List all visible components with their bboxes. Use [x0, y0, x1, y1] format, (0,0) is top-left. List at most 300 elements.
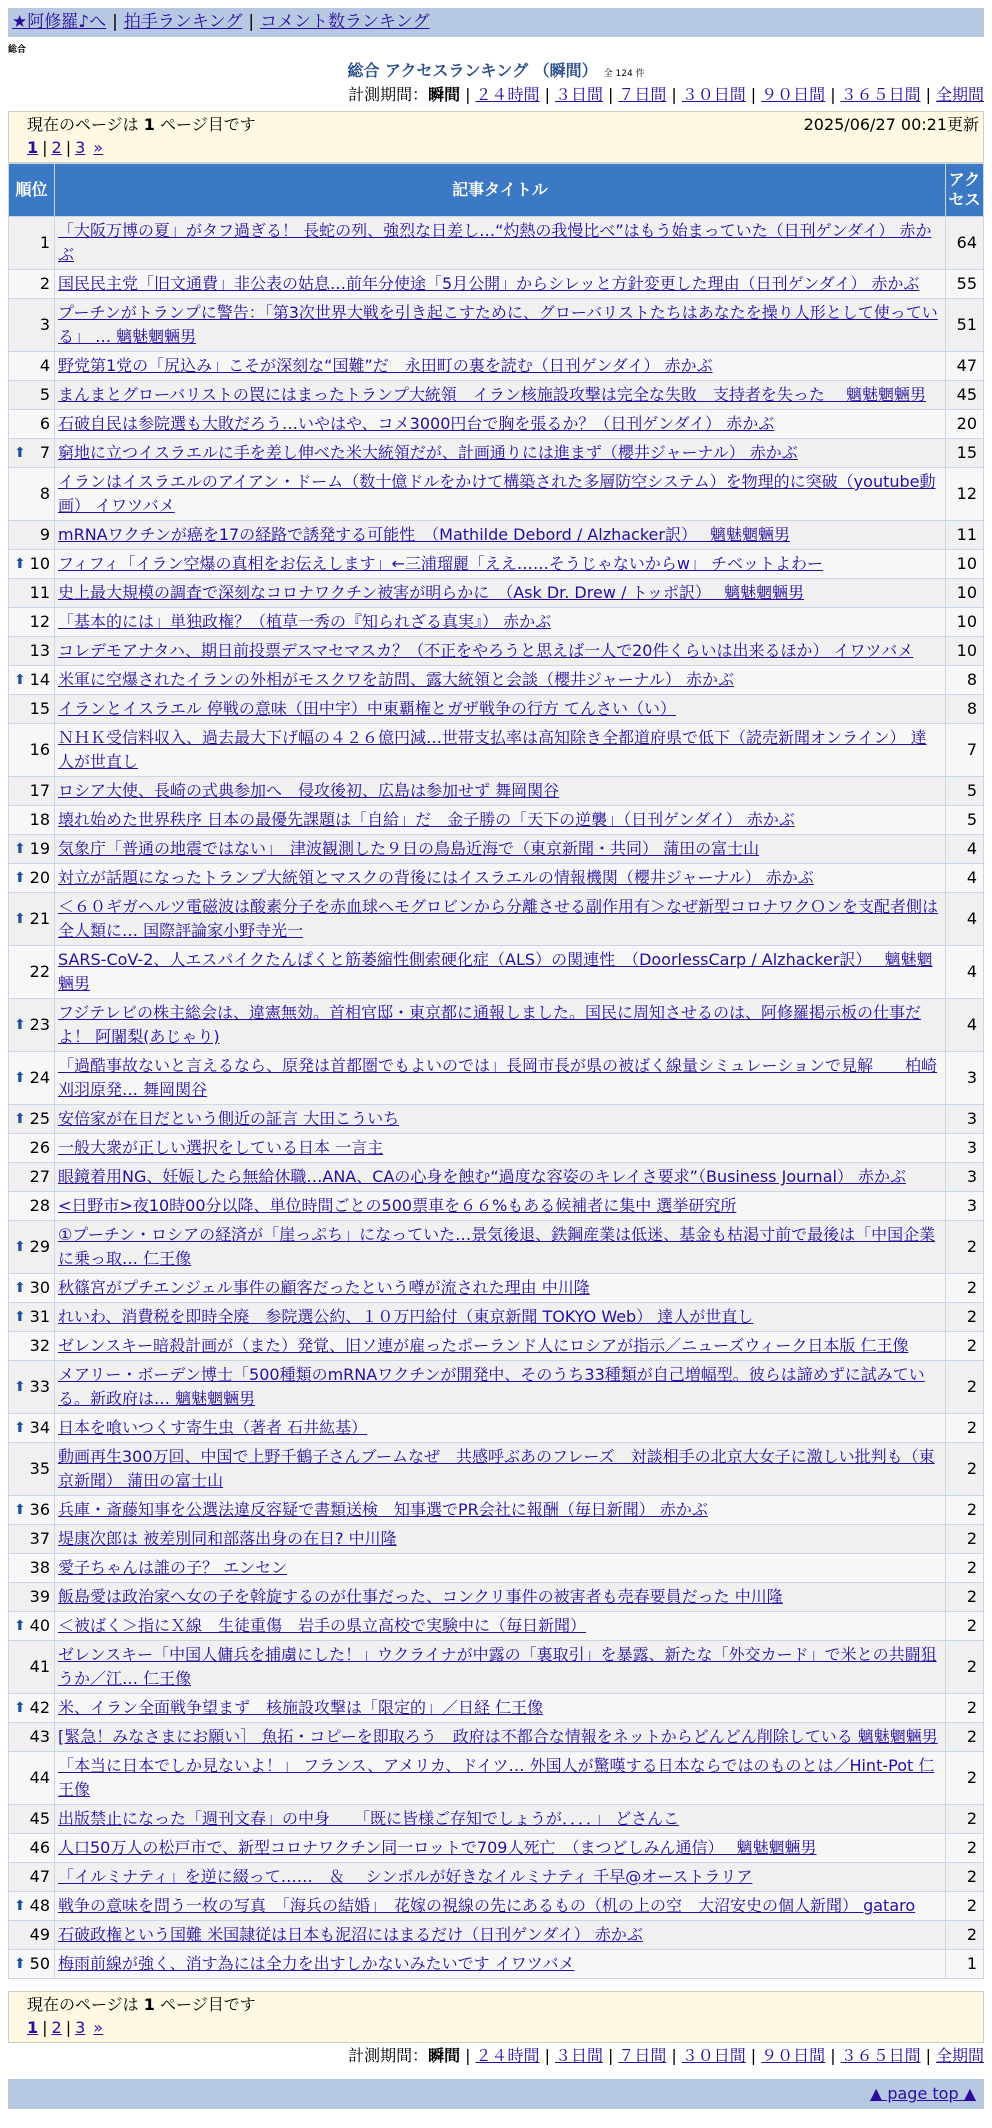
page-title-row: [8, 60, 984, 85]
table-row: [9, 666, 984, 695]
rank-number: 30: [29, 1278, 50, 1297]
title-cell: [55, 439, 946, 468]
title-cell: [55, 550, 946, 579]
rank-number: 8: [39, 484, 50, 503]
rank-number: 9: [39, 525, 50, 544]
rank-cell: [9, 579, 55, 608]
title-cell: [55, 864, 946, 893]
article-title-link[interactable]: 窮地に立つイスラエルに手を差し伸べた米大統領だが、計画通りには進まず（櫻井ジャーナル） 赤かぶ: [58, 443, 798, 462]
rank-number: 6: [39, 414, 50, 433]
rank-number: 20: [29, 868, 50, 887]
col-rank-header: 順位: [9, 164, 55, 217]
rank-cell: [9, 1221, 55, 1274]
article-title-link[interactable]: 米軍に空爆されたイランの外相がモスクワを訪問、露大統領と会談（櫻井ジャーナル） 赤かぶ: [58, 670, 734, 689]
table-row: [9, 608, 984, 637]
title-cell: [55, 1694, 946, 1723]
access-count: 55: [946, 270, 984, 299]
page-separator: |: [65, 138, 72, 157]
rank-cell: [9, 1163, 55, 1192]
rank-number: 16: [29, 740, 50, 759]
period-option[interactable]: 全期間: [935, 2046, 984, 2065]
article-title-link[interactable]: [緊急！みなさまにお願い］ 魚拓・コピーを即取ろう 政府は不都合な情報をネットからどんどん削除している 魑魅魍魎男: [58, 1727, 938, 1746]
table-row: [9, 864, 984, 893]
rank-number: 19: [29, 839, 50, 858]
table-row: [9, 1723, 984, 1752]
table-row: [9, 1950, 984, 1979]
rank-cell: [9, 1641, 55, 1694]
article-title-link[interactable]: ＜被ばく＞指にＸ線 生徒重傷 岩手の県立高校で実験中に（毎日新聞）: [58, 1616, 587, 1635]
page-separator: |: [42, 2018, 48, 2037]
rank-number: 31: [29, 1307, 50, 1326]
rank-up-arrow-icon: ⬆: [14, 1070, 26, 1086]
article-title-link[interactable]: 対立が話題になったトランプ大統領とマスクの背後にはイスラエルの情報機関（櫻井ジャーナル） 赤かぶ: [58, 868, 814, 887]
rank-number: 37: [29, 1529, 50, 1548]
rank-cell: [9, 1805, 55, 1834]
rank-cell: [9, 1723, 55, 1752]
period-selector: [348, 84, 984, 106]
title-cell: [55, 1221, 946, 1274]
article-title-link[interactable]: 壊れ始めた世界秩序 日本の最優先課題は「自給」だ 金子勝の「天下の逆襲」（日刊ゲンダイ） 赤かぶ: [58, 810, 795, 829]
rank-cell: [9, 217, 55, 270]
rank-number: 4: [39, 356, 50, 375]
access-count: 3: [946, 1105, 984, 1134]
rank-cell: [9, 270, 55, 299]
rank-up-arrow-icon: ⬆: [14, 1898, 26, 1914]
rank-number: 35: [29, 1459, 50, 1478]
rank-number: 29: [29, 1237, 50, 1256]
article-title-link[interactable]: イランはイスラエルのアイアン・ドーム（数十億ドルをかけて構築された多層防空システム）を物理的に突破（youtube動画） イワツバメ: [58, 472, 936, 515]
rank-number: 47: [29, 1867, 50, 1886]
rank-cell: [9, 806, 55, 835]
home-link[interactable]: ★阿修羅♪へ: [12, 12, 107, 32]
period-separator: |: [671, 85, 677, 104]
article-title-link[interactable]: ＮＨＫ受信料収入、過去最大下げ幅の４２６億円減…世帯支払率は高知除き全都道府県で低下（読売新聞オンライン） 達人が世直し: [58, 728, 927, 771]
next-page-link[interactable]: »: [93, 138, 104, 157]
article-title-link[interactable]: 戦争の意味を問う一枚の写真 「海兵の結婚」 花嫁の視線の先にあるもの（机の上の空 大沼安史の個人新聞） gataro: [58, 1896, 916, 1915]
title-cell: [55, 1105, 946, 1134]
table-row: [9, 521, 984, 550]
article-title-link[interactable]: ゼレンスキー暗殺計画が（また）発覚、旧ソ連が雇ったポーランド人にロシアが指示／ニューズウィーク日本版 仁王像: [58, 1336, 909, 1355]
article-title-link[interactable]: コレデモアナタハ、期日前投票デスマセマスカ？（不正をやろうと思えば一人で20件くらいは出来るほか） イワツバメ: [58, 641, 914, 660]
title-cell: [55, 521, 946, 550]
rank-cell: [9, 695, 55, 724]
rank-number: 39: [29, 1587, 50, 1606]
title-cell: [55, 1641, 946, 1694]
title-cell: [55, 666, 946, 695]
pagination: [27, 2017, 103, 2039]
period-separator: |: [465, 2046, 471, 2065]
period-separator: |: [925, 2046, 931, 2065]
access-count: 10: [946, 608, 984, 637]
page-link[interactable]: 2: [51, 2018, 62, 2037]
article-title-link[interactable]: 「過酷事故ないと言えるなら、原発は首都圏でもよいのでは」長岡市長が県の被ばく線量シミュレーションで見解 柏崎刈羽原発… 舞岡関谷: [58, 1056, 938, 1099]
rank-up-arrow-icon: ⬆: [14, 1379, 26, 1395]
period-label: 計測期間：: [348, 2046, 429, 2065]
rank-up-arrow-icon: ⬆: [14, 556, 26, 572]
table-row: [9, 806, 984, 835]
title-cell: [55, 777, 946, 806]
access-count: 4: [946, 835, 984, 864]
access-count: 2: [946, 1805, 984, 1834]
rank-up-arrow-icon: ⬆: [14, 1111, 26, 1127]
table-row: [9, 299, 984, 352]
period-option[interactable]: ２４時間: [475, 85, 540, 104]
rank-cell: [9, 1863, 55, 1892]
access-count: 10: [946, 637, 984, 666]
rank-number: 41: [29, 1657, 50, 1676]
rank-cell: [9, 893, 55, 946]
access-count: 45: [946, 381, 984, 410]
table-row: [9, 1496, 984, 1525]
top-nav-bar: [8, 8, 984, 37]
article-title-link[interactable]: 飯島愛は政治家へ女の子を斡旋するのが仕事だった、コンクリ事件の被害者も売春要員だった 中川隆: [58, 1587, 783, 1606]
title-cell: [55, 1052, 946, 1105]
rank-cell: [9, 1554, 55, 1583]
rank-cell: [9, 1105, 55, 1134]
article-title-link[interactable]: 出版禁止になった「週刊文春」の中身 「既に皆様ご存知でしょうが．．．．」 どさんこ: [58, 1809, 680, 1828]
rank-number: 34: [29, 1418, 50, 1437]
current-page-text: 現在のページは 1 ページ目です: [27, 1995, 256, 2014]
table-row: [9, 1694, 984, 1723]
rank-cell: [9, 1303, 55, 1332]
rank-number: 28: [29, 1196, 50, 1215]
rank-cell: [9, 352, 55, 381]
title-cell: [55, 1496, 946, 1525]
title-cell: [55, 1361, 946, 1414]
period-separator: |: [925, 85, 931, 104]
section-label: 総合: [8, 45, 27, 55]
article-title-link[interactable]: 一般大衆が正しい選択をしている日本 一言主: [58, 1138, 384, 1157]
access-count: 10: [946, 550, 984, 579]
access-count: 8: [946, 666, 984, 695]
table-row: [9, 724, 984, 777]
page-link[interactable]: 3: [75, 138, 86, 157]
page-info-bottom: [8, 1991, 984, 2043]
rank-number: 3: [39, 315, 50, 334]
article-title-link[interactable]: 石破自民は参院選も大敗だろう…いやはや、コメ3000円台で胸を張るか？（日刊ゲンダイ） 赤かぶ: [58, 414, 775, 433]
rank-cell: [9, 1332, 55, 1361]
rank-number: 49: [29, 1925, 50, 1944]
clap-ranking-link[interactable]: 拍手ランキング: [123, 12, 243, 32]
title-cell: [55, 806, 946, 835]
article-title-link[interactable]: 梅雨前線が強く、消す為には全力を出すしかないみたいです イワツバメ: [58, 1954, 575, 1973]
article-title-link[interactable]: 国民民主党「旧文通費」非公表の姑息…前年分使途「5月公開」からシレッと方針変更した理由（日刊ゲンダイ） 赤かぶ: [58, 274, 920, 293]
period-separator: |: [607, 2046, 614, 2065]
table-row: [9, 1921, 984, 1950]
access-count: 10: [946, 579, 984, 608]
rank-cell: [9, 410, 55, 439]
title-cell: [55, 1332, 946, 1361]
access-count: 5: [946, 806, 984, 835]
page-title: 総合 アクセスランキング （瞬間）: [347, 61, 598, 80]
title-cell: [55, 1163, 946, 1192]
article-title-link[interactable]: まんまとグローバリストの罠にはまったトランプ大統領 イラン核施設攻撃は完全な失敗 支持者を失った 魑魅魍魎男: [58, 385, 926, 404]
article-title-link[interactable]: 「本当に日本でしか見ないよ！」 フランス、アメリカ、ドイツ… 外国人が驚嘆する日本ならではのものとは／Hint-Pot 仁王像: [58, 1756, 935, 1799]
rank-cell: [9, 666, 55, 695]
page-link[interactable]: 1: [27, 138, 39, 157]
access-count: 2: [946, 1863, 984, 1892]
period-separator: |: [465, 85, 471, 104]
access-count: 1: [946, 1950, 984, 1979]
rank-cell: [9, 1950, 55, 1979]
article-title-link[interactable]: フィフィ「イラン空爆の真相をお伝えします」←三浦瑠麗「ええ……そうじゃないからw」 チベットよわー: [58, 554, 824, 573]
period-label: 計測期間：: [348, 85, 429, 104]
rank-number: 45: [29, 1809, 50, 1828]
title-cell: [55, 299, 946, 352]
article-title-link[interactable]: 人口50万人の松戸市で、新型コロナワクチン同一ロットで709人死亡 （まつどしみん通信） 魑魅魍魎男: [58, 1838, 817, 1857]
table-row: [9, 579, 984, 608]
table-row: [9, 893, 984, 946]
article-title-link[interactable]: 日本を喰いつくす寄生虫（著者 石井紘基）: [58, 1418, 368, 1437]
rank-cell: [9, 999, 55, 1052]
title-cell: [55, 1863, 946, 1892]
period-separator: |: [607, 85, 614, 104]
table-row: [9, 1752, 984, 1805]
table-row: [9, 1641, 984, 1694]
access-count: 64: [946, 217, 984, 270]
article-title-link[interactable]: メアリー・ボーデン博士「500種類のmRNAワクチンが開発中、そのうち33種類が自己増幅型。彼らは諦めずに試みている。新政府は… 魑魅魍魎男: [58, 1365, 925, 1408]
access-count: 15: [946, 439, 984, 468]
access-count: 2: [946, 1723, 984, 1752]
period-option[interactable]: ９０日間: [761, 2046, 826, 2065]
table-row: [9, 695, 984, 724]
title-cell: [55, 608, 946, 637]
footer-bar: [8, 2079, 984, 2109]
access-count: 2: [946, 1221, 984, 1274]
rank-cell: [9, 1052, 55, 1105]
title-cell: [55, 1525, 946, 1554]
title-cell: [55, 579, 946, 608]
rank-number: 7: [39, 443, 50, 462]
article-title-link[interactable]: 気象庁「普通の地震ではない」 津波観測した９日の鳥島近海で（東京新聞・共同） 蒲田の富士山: [58, 839, 760, 858]
access-count: 7: [946, 724, 984, 777]
table-row: [9, 381, 984, 410]
access-count: 4: [946, 946, 984, 999]
page-info-top: [8, 111, 984, 163]
access-count: 3: [946, 1134, 984, 1163]
rank-number: 43: [29, 1727, 50, 1746]
table-row: [9, 1892, 984, 1921]
access-count: 11: [946, 521, 984, 550]
period-option[interactable]: 全期間: [935, 85, 984, 104]
article-title-link[interactable]: mRNAワクチンが癌を17の経路で誘発する可能性 （Mathilde Debord / Alzhacker訳） 魑魅魍魎男: [58, 525, 791, 544]
next-page-link[interactable]: »: [93, 2018, 104, 2037]
rank-cell: [9, 1694, 55, 1723]
rank-up-arrow-icon: ⬆: [14, 1309, 26, 1325]
title-cell: [55, 1274, 946, 1303]
table-row: [9, 1863, 984, 1892]
table-row: [9, 352, 984, 381]
table-row: [9, 1052, 984, 1105]
rank-number: 33: [29, 1377, 50, 1396]
table-row: [9, 1414, 984, 1443]
table-row: [9, 1221, 984, 1274]
access-count: 8: [946, 695, 984, 724]
access-count: 3: [946, 1192, 984, 1221]
access-count: 2: [946, 1554, 984, 1583]
period-option[interactable]: ９０日間: [761, 85, 826, 104]
access-count: 2: [946, 1303, 984, 1332]
table-row: [9, 410, 984, 439]
period-separator: |: [671, 2046, 677, 2065]
page-link[interactable]: 2: [51, 138, 62, 157]
period-current: 瞬間: [428, 85, 461, 104]
total-count: 全 124 件: [603, 69, 645, 79]
rank-number: 36: [29, 1500, 50, 1519]
article-title-link[interactable]: 兵庫・斎藤知事を公選法違反容疑で書類送検 知事選でPR会社に報酬（毎日新聞） 赤かぶ: [58, 1500, 708, 1519]
article-title-link[interactable]: 堤康次郎は 被差別同和部落出身の在日? 中川隆: [58, 1529, 397, 1548]
access-count: 20: [946, 410, 984, 439]
article-title-link[interactable]: 眼鏡着用NG、妊娠したら無給休職…ANA、CAの心身を蝕む“過度な容姿のキレイさ要求”（Business Journal） 赤かぶ: [58, 1167, 907, 1186]
rank-up-arrow-icon: ⬆: [14, 1956, 26, 1972]
period-option[interactable]: ３０日間: [681, 2046, 746, 2065]
period-option[interactable]: ３日間: [554, 2046, 603, 2065]
period-separator: |: [750, 85, 757, 104]
rank-cell: [9, 1834, 55, 1863]
article-title-link[interactable]: 愛子ちゃんは誰の子？ エンセン: [58, 1558, 288, 1577]
page-link[interactable]: 1: [27, 2018, 39, 2037]
rank-cell: [9, 864, 55, 893]
title-cell: [55, 893, 946, 946]
rank-cell: [9, 381, 55, 410]
table-row: [9, 1163, 984, 1192]
title-cell: [55, 352, 946, 381]
page-link[interactable]: 3: [75, 2018, 86, 2037]
rank-cell: [9, 1921, 55, 1950]
table-row: [9, 946, 984, 999]
rank-number: 17: [29, 781, 50, 800]
table-row: [9, 1583, 984, 1612]
rank-cell: [9, 1612, 55, 1641]
rank-number: 32: [29, 1336, 50, 1355]
rank-cell: [9, 946, 55, 999]
article-title-link[interactable]: ロシア大使、長崎の式典参加へ 侵攻後初、広島は参加せず 舞岡関谷: [58, 781, 560, 800]
rank-cell: [9, 1192, 55, 1221]
rank-number: 22: [29, 962, 50, 981]
table-row: [9, 1134, 984, 1163]
rank-number: 10: [29, 554, 50, 573]
current-page-text: 現在のページは 1 ページ目です: [27, 115, 256, 134]
rank-cell: [9, 724, 55, 777]
rank-number: 42: [29, 1698, 50, 1717]
nav-separator: |: [248, 12, 255, 32]
rank-number: 44: [29, 1768, 50, 1787]
rank-up-arrow-icon: ⬆: [14, 1700, 26, 1716]
page-top-link[interactable]: ▲ page top ▲: [869, 2084, 976, 2103]
article-title-link[interactable]: SARS-CoV-2、人エスパイクたんぱくと筋萎縮性側索硬化症（ALS）の関連性 （DoorlessCarp / Alzhacker訳） 魑魅魍魎男: [58, 950, 933, 993]
title-cell: [55, 1805, 946, 1834]
access-count: 3: [946, 1052, 984, 1105]
access-count: 2: [946, 1525, 984, 1554]
period-option[interactable]: ２４時間: [475, 2046, 540, 2065]
table-row: [9, 1192, 984, 1221]
table-row: [9, 835, 984, 864]
article-title-link[interactable]: 米、イラン全面戦争望まず 核施設攻撃は「限定的」／日経 仁王像: [58, 1698, 544, 1717]
article-title-link[interactable]: <日野市>夜10時00分以降、単位時間ごとの500票車を６６%もある候補者に集中 選挙研究所: [58, 1196, 737, 1215]
access-count: 5: [946, 777, 984, 806]
rank-cell: [9, 608, 55, 637]
access-count: 3: [946, 1163, 984, 1192]
access-count: 47: [946, 352, 984, 381]
rank-number: 13: [29, 641, 50, 660]
rank-number: 24: [29, 1068, 50, 1087]
rank-number: 12: [29, 612, 50, 631]
article-title-link[interactable]: フジテレビの株主総会は、違憲無効。首相官邸・東京都に通報しました。国民に周知させるのは、阿修羅掲示板の仕事だよ！ 阿闍梨(あじゃり): [58, 1003, 922, 1046]
article-title-link[interactable]: 動画再生300万回、中国で上野千鶴子さんブームなぜ 共感呼ぶあのフレーズ 対談相手の北京大女子に激しい批判も（東京新聞） 蒲田の富士山: [58, 1447, 935, 1490]
article-title-link[interactable]: プーチンがトランプに警告：「第3次世界大戦を引き起こすために、グローバリストたちはあなたを操り人形として使っている」 … 魑魅魍魎男: [58, 303, 938, 346]
rank-up-arrow-icon: ⬆: [14, 1280, 26, 1296]
access-count: 2: [946, 1496, 984, 1525]
rank-cell: [9, 835, 55, 864]
period-option[interactable]: ３日間: [554, 85, 603, 104]
period-option[interactable]: ７日間: [618, 2046, 667, 2065]
rank-number: 11: [29, 583, 50, 602]
table-row: [9, 217, 984, 270]
article-title-link[interactable]: 史上最大規模の調査で深刻なコロナワクチン被害が明らかに （Ask Dr. Drew / トッポ訳） 魑魅魍魎男: [58, 583, 805, 602]
article-title-link[interactable]: れいわ、消費税を即時全廃 参院選公約、１０万円給付（東京新聞 TOKYO Web） 達人が世直し: [58, 1307, 754, 1326]
article-title-link[interactable]: 安倍家が在日だという側近の証言 大田こういち: [58, 1109, 400, 1128]
rank-up-arrow-icon: ⬆: [14, 1239, 26, 1255]
title-cell: [55, 724, 946, 777]
rank-cell: [9, 1361, 55, 1414]
rank-number: 27: [29, 1167, 50, 1186]
rank-cell: [9, 439, 55, 468]
article-title-link[interactable]: イランとイスラエル 停戦の意味（田中宇）中東覇権とガザ戦争の行方 てんさい（い）: [58, 699, 677, 718]
comment-ranking-link[interactable]: コメント数ランキング: [260, 12, 430, 32]
access-count: 2: [946, 1332, 984, 1361]
table-row: [9, 1361, 984, 1414]
rank-cell: [9, 1443, 55, 1496]
rank-cell: [9, 1752, 55, 1805]
period-option[interactable]: ３６５日間: [840, 85, 921, 104]
article-title-link[interactable]: ゼレンスキー「中国人傭兵を捕虜にした！」ウクライナが中露の「裏取引」を暴露、新たな「外交カード」で米との共闘狙うか／江… 仁王像: [58, 1645, 937, 1688]
title-cell: [55, 1554, 946, 1583]
access-count: 2: [946, 1274, 984, 1303]
ranking-table: [8, 163, 984, 1979]
article-title-link[interactable]: 「イルミナティ」を逆に綴って…… ＆ シンボルが好きなイルミナティ 千早@オーストラリア: [58, 1867, 753, 1886]
article-title-link[interactable]: 石破政権という国難 米国隷従は日本も泥沼にはまるだけ（日刊ゲンダイ） 赤かぶ: [58, 1925, 643, 1944]
period-separator: |: [750, 2046, 757, 2065]
period-option[interactable]: ３０日間: [681, 85, 746, 104]
article-title-link[interactable]: 「大阪万博の夏」がタフ過ぎる！ 長蛇の列、強烈な日差し…“灼熱の我慢比べ”はもう始まっていた（日刊ゲンダイ） 赤かぶ: [58, 221, 932, 264]
rank-up-arrow-icon: ⬆: [14, 1420, 26, 1436]
title-cell: [55, 637, 946, 666]
period-option[interactable]: ３６５日間: [840, 2046, 921, 2065]
title-cell: [55, 1892, 946, 1921]
article-title-link[interactable]: ①プーチン・ロシアの経済が「崖っぷち」になっていた…景気後退、鉄鋼産業は低迷、基金も枯渇寸前で最後は「中国企業に乗っ取… 仁王像: [58, 1225, 936, 1268]
article-title-link[interactable]: 野党第1党の「尻込み」こそが深刻な“国難”だ 永田町の裏を読む（日刊ゲンダイ） 赤かぶ: [58, 356, 713, 375]
title-cell: [55, 835, 946, 864]
article-title-link[interactable]: ＜６０ギガヘルツ電磁波は酸素分子を赤血球ヘモグロビンから分離させる副作用有＞なぜ新型コロナワクＯンを支配者側は全人類に… 国際評論家小野寺光一: [58, 897, 939, 940]
title-cell: [55, 217, 946, 270]
rank-cell: [9, 468, 55, 521]
rank-cell: [9, 1414, 55, 1443]
rank-cell: [9, 550, 55, 579]
access-count: 2: [946, 1612, 984, 1641]
title-cell: [55, 1134, 946, 1163]
article-title-link[interactable]: 秋篠宮がプチエンジェル事件の顧客だったという噂が流された理由 中川隆: [58, 1278, 590, 1297]
updated-timestamp: 2025/06/27 00:21更新: [803, 115, 979, 134]
access-count: 2: [946, 1834, 984, 1863]
title-cell: [55, 1834, 946, 1863]
access-count: 2: [946, 1583, 984, 1612]
article-title-link[interactable]: 「基本的には」単独政権？（植草一秀の『知られざる真実』） 赤かぶ: [58, 612, 552, 631]
rank-number: 46: [29, 1838, 50, 1857]
access-count: 2: [946, 1921, 984, 1950]
table-row: [9, 439, 984, 468]
rank-number: 2: [39, 274, 50, 293]
period-option[interactable]: ７日間: [618, 85, 667, 104]
